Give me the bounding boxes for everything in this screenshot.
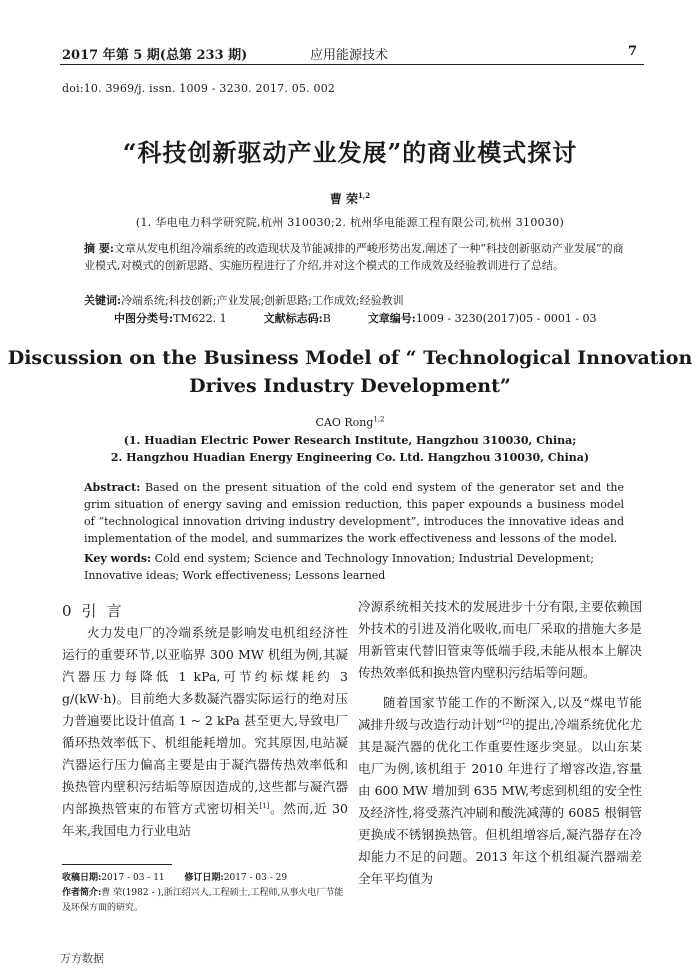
affiliation-chinese: (1. 华电电力科学研究院,杭州 310030;2. 杭州华电能源工程有限公司,杭州 310030) (135, 216, 565, 229)
body-right-column (358, 596, 642, 890)
title-chinese: “科技创新驱动产业发展”的商业模式探讨 (122, 138, 578, 167)
keywords-english: Key words: Cold end system; Science and Technology Innovation; Industrial Development; Innovative ideas; Work effectiveness; Lessons learned (84, 552, 594, 582)
keywords-chinese: 关键词:冷端系统;科技创新;产业发展;创新思路;工作成效;经验教训 (84, 294, 404, 307)
author-chinese: 曹 荣$^{1,2}$ (329, 191, 371, 206)
abstract-chinese: 摘 要:文章从发电机组冷端系统的改造现状及节能减排的严峻形势出发,阐述了一种“科技创新驱动产业发展”的商业模式,对模式的创新思路、实施历程进行了介绍,并对这个模式的工作成效及经验教训进行了总结。 (84, 242, 624, 272)
header-page-number: 7 (628, 44, 638, 59)
doi: doi:10. 3969/j. issn. 1009 - 3230. 2017. 05. 002 (62, 82, 336, 95)
abstract-english: Abstract: Based on the present situation of the cold end system of the generator set and the grim situation of energy saving and emission reduction, this paper expounds a business model of “technological innovation driving industry development”, introduces the innovative ideas and implementation of the model, and summarizes the work effectiveness and lessons of the model. (84, 481, 625, 545)
body-left-column (62, 622, 348, 842)
footnote-rule (62, 864, 172, 865)
body-paragraph: 冷源系统相关技术的发展进步十分有限,主要依赖国外技术的引进及消化吸收,而电厂采取的措施大多是用新管束代替旧管束等低端手段,未能从根本上解决传热效率低和换热管内壁积污结垢等问题。 (358, 599, 642, 680)
body-paragraph: 随着国家节能工作的不断深入,以及“煤电节能减排升级与改造行动计划”[2]的提出,冷端系统优化尤其是凝汽器的优化工作重要性逐步突显。以山东某电厂为例,该机组于 2010 年进行了增容改造,容量由 600 MW 增加到 635 MW,考虑到机组的安全性及经济性,将受蒸汽冲刷和酸洗减薄的 6085 根铜管更换成不锈钢换热管。但机组增容后,凝汽器存在冷却能力不足的问题。2013 年这个机组凝汽器端差全年平均值为 (358, 695, 642, 886)
title-english: Discussion on the Business Model of “ Technological Innovation Drives Industry Development” (7, 347, 693, 397)
watermark: 万方数据 (60, 952, 104, 965)
section-heading: 0引言 (62, 602, 132, 620)
author-affil-sup: 1,2 (358, 191, 371, 200)
footnote: 收稿日期:2017 - 03 - 11 修订日期:2017 - 03 - 29 作者简介:曹 荣(1982 - ),浙江绍兴人,工程硕士,工程师,从事火电厂节能及环保方面的研究。 (62, 873, 344, 913)
author-english: CAO Rong$^{1,2}$ (315, 415, 385, 429)
affiliation-english-1: (1. Huadian Electric Power Research Institute, Hangzhou 310030, China; (123, 434, 577, 447)
header-journal: 应用能源技术 (310, 48, 389, 63)
classification-line: 中图分类号:TM622. 1 文献标志码:B 文章编号:1009 - 3230(2017)05 - 0001 - 03 (114, 312, 597, 325)
header-rule (60, 64, 644, 65)
header-issue: 2017 年第 5 期(总第 233 期) (62, 48, 248, 63)
affiliation-english-2: 2. Hangzhou Huadian Energy Engineering Co. Ltd. Hangzhou 310030, China) (110, 451, 590, 464)
body-paragraph: 火力发电厂的冷端系统是影响发电机组经济性运行的重要环节,以亚临界 300 MW 机组为例,其凝汽器压力每降低 1 kPa,可节约标煤耗约 3 g/(kW·h)。目前绝大多数凝汽器实际运行的绝对压力普遍要比设计值高 1 ~ 2 kPa 甚至更大,导致电厂循环热效率低下、机组能耗增加。究其原因,电站凝汽器运行压力偏高主要是由于凝汽器传热效率低和换热管内壁积污结垢等原因造成的,这些都与凝汽器内部换热管束的布管方式密切相关[1]。然而,近 30 年来,我国电力行业电站 (62, 625, 348, 838)
